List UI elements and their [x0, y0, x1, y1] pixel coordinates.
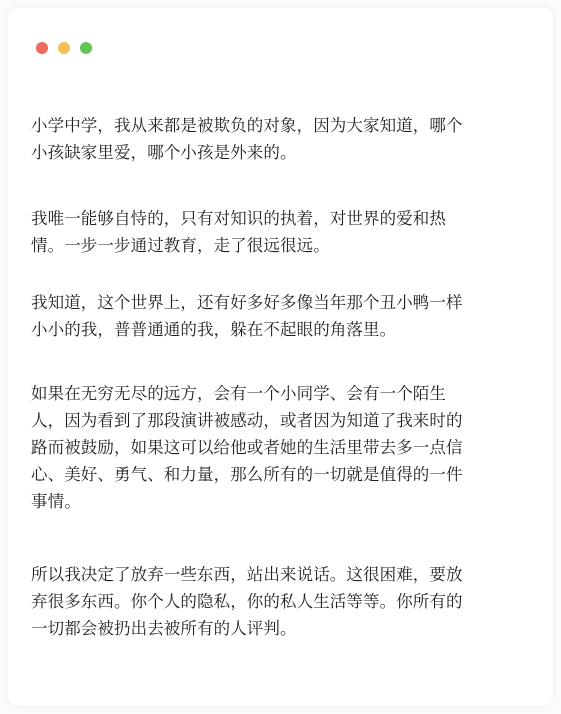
paragraph-5: 所以我决定了放弃一些东西，站出来说话。这很困难，要放 弃很多东西。你个人的隐私，你的私人生活等等。你所有的 一切都会被扔出去被所有的人评判。 — [31, 565, 463, 638]
paragraph-2: 我唯一能够自恃的，只有对知识的执着，对世界的爱和热 情。一步一步通过教育，走了很远很远。 — [31, 209, 446, 255]
paragraph-4: 如果在无穷无尽的远方，会有一个小同学、会有一个陌生 人，因为看到了那段演讲被感动，或者因为知道了我来时的 路而被鼓励，如果这可以给他或者她的生活里带去多一点信 心、美好、勇气、和力量，那么所有的一切就是值得的一件 事情。 — [31, 384, 463, 511]
paragraph-1: 小学中学，我从来都是被欺负的对象，因为大家知道，哪个 小孩缺家里爱，哪个小孩是外来的。 — [31, 116, 463, 162]
minimize-dot-icon — [58, 42, 70, 54]
window-controls — [36, 42, 92, 54]
maximize-dot-icon — [80, 42, 92, 54]
close-dot-icon — [36, 42, 48, 54]
paragraph-3: 我知道，这个世界上，还有好多好多像当年那个丑小鸭一样 小小的我，普普通通的我，躲在不起眼的角落里。 — [31, 293, 463, 339]
